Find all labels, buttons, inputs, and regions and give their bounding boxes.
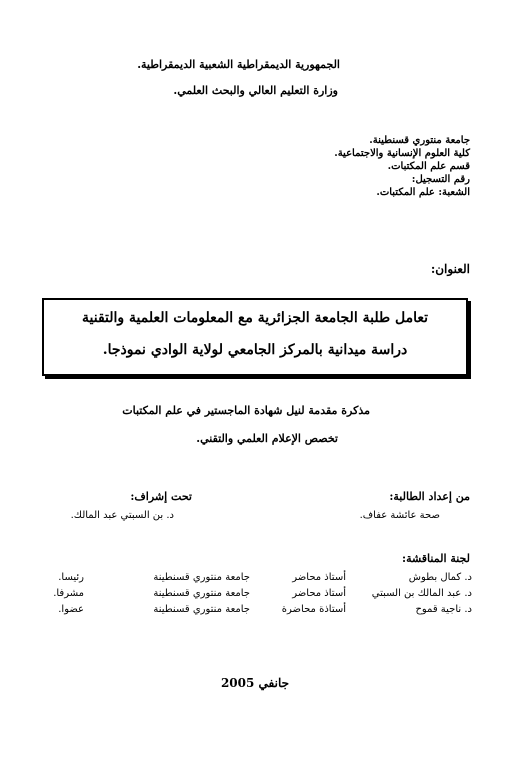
member-name: د. كمال بطوش [408,572,472,583]
member-role: عضوا. [58,604,84,615]
member-rank: أستاذ محاضر [292,572,346,583]
supervisor-name: د. بن السبتي عبد المالك. [70,510,174,521]
department-name: قسم علم المكتبات. [387,161,470,172]
thesis-specialization: تخصص الإعلام العلمي والتقني. [196,432,338,445]
committee-member-row [20,588,472,602]
member-name: د. ناجية قموح [415,604,472,615]
institution-block [334,134,470,199]
author-label: من إعداد الطالبة: [389,490,470,503]
supervisor-label: تحت إشراف: [130,490,192,503]
committee-member-row [20,572,472,586]
thesis-degree: مذكرة مقدمة لنيل شهادة الماجستير في علم المكتبات [122,404,370,417]
member-role: مشرفا. [53,588,84,599]
member-role: رئيسا. [58,572,84,583]
member-university: جامعة منتوري قسنطينة [153,588,250,599]
republic-name: الجمهورية الديمقراطية الشعبية الديمقراطية. [137,58,340,71]
university-name: جامعة منتوري قسنطينة. [369,135,470,146]
ministry-name: وزارة التعليم العالي والبحث العلمي. [173,84,338,97]
specialty-branch: الشعبة: علم المكتبات. [376,187,470,198]
title-line-1: تعامل طلبة الجامعة الجزائرية مع المعلومات العلمية والتقنية [81,310,428,326]
member-university: جامعة منتوري قسنطينة [153,572,250,583]
member-university: جامعة منتوري قسنطينة [153,604,250,615]
committee-label: لجنة المناقشة: [402,552,470,565]
member-rank: أستاذة محاضرة [281,604,346,615]
title-box [42,298,468,376]
member-name: د. عبد المالك بن السبتي [371,588,472,599]
member-rank: أستاذ محاضر [292,588,346,599]
title-label: العنوان: [430,262,470,276]
author-name: صحة عائشة عفاف. [359,510,440,521]
committee-member-row [20,604,472,618]
title-line-2: دراسة ميدانية بالمركز الجامعي لولاية الوادي نموذجا. [102,342,408,358]
registration-number: رقم التسجيل: [411,174,470,185]
faculty-name: كلية العلوم الإنسانية والاجتماعية. [334,148,470,159]
submission-date: جانفي 2005 [220,676,290,690]
